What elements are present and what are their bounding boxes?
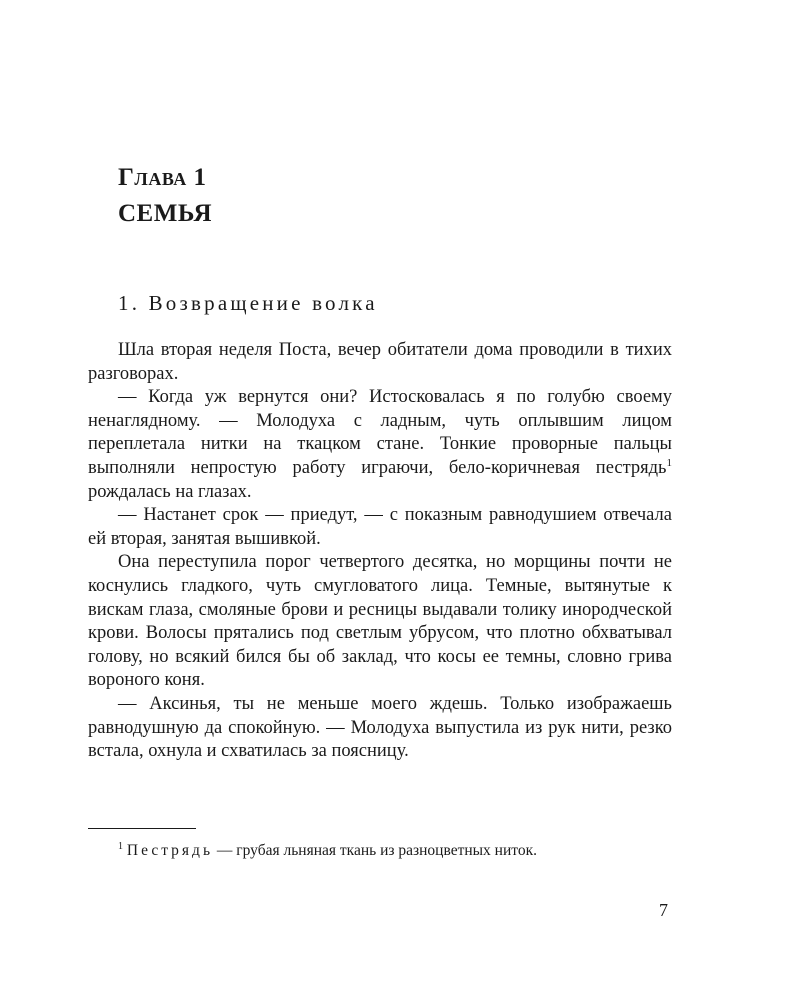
paragraph-2 [88, 386, 672, 504]
footnote-definition: — грубая льняная ткань из разноцветных ниток. [213, 842, 537, 859]
footnote [88, 840, 672, 862]
footnote-reference[interactable]: 1 [666, 456, 672, 469]
page-number: 7 [659, 900, 668, 920]
chapter-title: СЕМЬЯ [118, 200, 213, 227]
footnote-text [88, 840, 672, 862]
paragraph-3: — Настанет срок — приедут, — с показным равнодушием отвечала ей вторая, занятая вышивкой. [88, 505, 672, 549]
chapter-heading [118, 160, 212, 232]
paragraph-2-text: — Когда уж вернутся они? Истосковалась я по голубю своему ненаглядному. — Молодуха с ладным, чуть оплывшим лицом переплетала нитки на ткацком стане. Тонкие проворные пальцы выполняли непростую работу играючи, бело-коричневая пестрядь [88, 387, 672, 478]
body-text [88, 339, 672, 764]
footnote-term: Пестрядь [126, 842, 214, 859]
section-title: 1. Возвращение волка [118, 291, 378, 315]
footnote-marker: 1 [118, 840, 123, 852]
paragraph-2-end: рождалась на глазах. [88, 481, 252, 502]
chapter-number: Глава 1 [118, 164, 207, 191]
footnote-divider [88, 828, 196, 829]
paragraph-1: Шла вторая неделя Поста, вечер обитатели дома проводили в тихих разговорах. [88, 340, 672, 384]
paragraph-4: Она переступила порог четвертого десятка, но морщины почти не коснулись гладкого, чуть смугловатого лица. Темные, вытянутые к вискам глаза, смоляные брови и ресницы выдавали толику инородческой крови. Волосы прятались под светлым убрусом, что плотно обхватывал голову, но всякий бился бы об заклад, что косы ее темны, словно грива вороного коня. [88, 552, 672, 691]
paragraph-5: — Аксинья, ты не меньше моего ждешь. Только изображаешь равнодушную да спокойную. — Молодуха выпустила из рук нити, резко встала, охнула и схватилась за поясницу. [88, 693, 672, 762]
